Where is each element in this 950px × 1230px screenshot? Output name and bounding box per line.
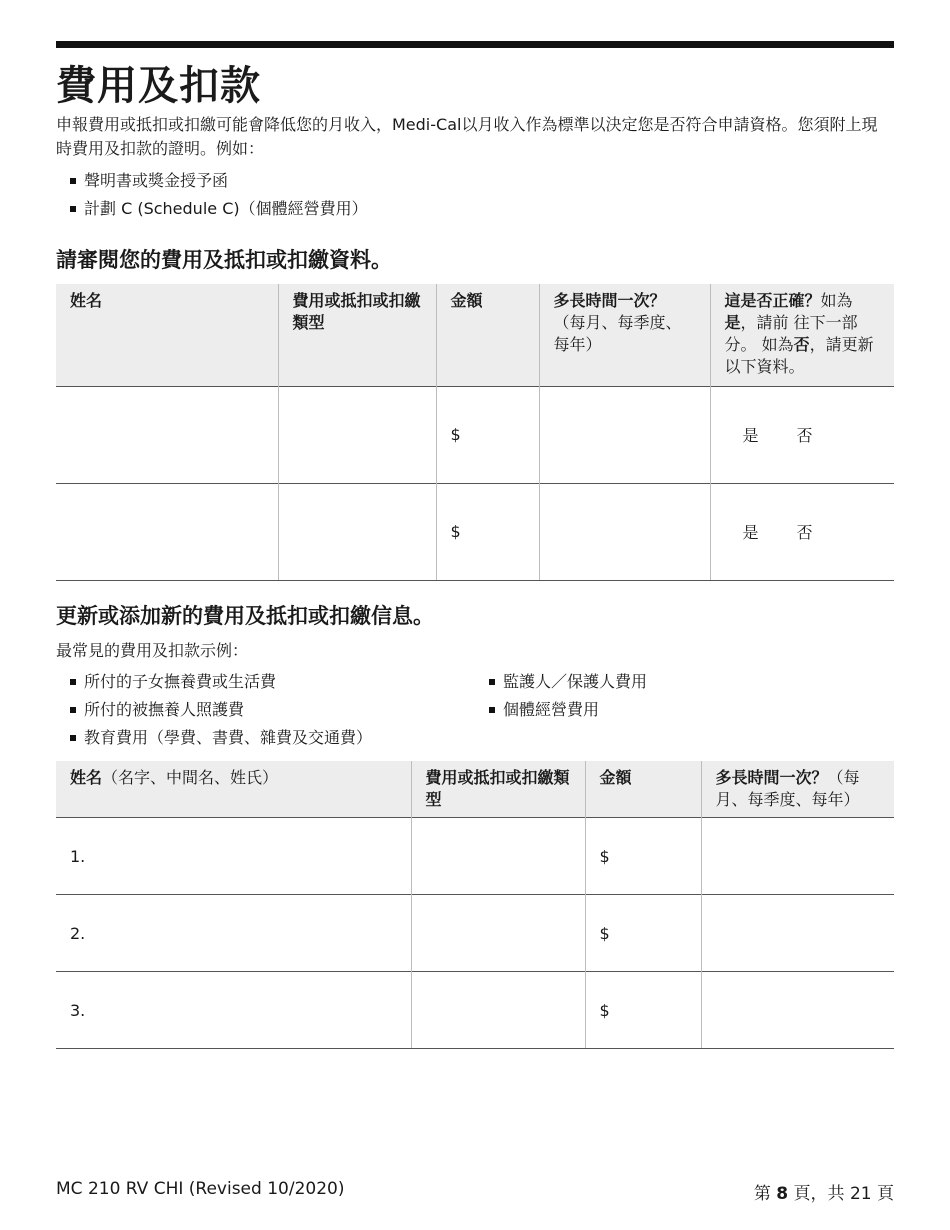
review-table <box>56 284 894 581</box>
list-item: 監護人／保護人費用 <box>489 668 647 696</box>
intro-paragraph: 申報費用或抵扣或扣繳可能會降低您的月收入，Medi-Cal以月收入作為標準以決定您是否符合申請資格。您須附上現時費用及扣款的證明。例如： <box>56 115 878 158</box>
type-cell[interactable] <box>411 972 585 1049</box>
col-type-header: 費用或抵扣或扣繳類型 <box>411 761 585 818</box>
table-row <box>56 386 894 483</box>
name-cell[interactable] <box>56 483 278 580</box>
col-name-header: 姓名 <box>56 284 278 386</box>
table-header-row <box>56 284 894 386</box>
top-rule <box>56 41 894 48</box>
col-type-header: 費用或抵扣或扣繳類型 <box>278 284 436 386</box>
examples-list-left <box>70 668 372 752</box>
row-number: 3. <box>70 1000 86 1020</box>
list-item: 教育費用（學費、書費、雜費及交通費） <box>70 724 372 752</box>
table-header-row <box>56 761 894 818</box>
row-number: 1. <box>70 846 86 866</box>
form-id: MC 210 RV CHI (Revised 10/2020) <box>56 1179 345 1199</box>
update-section-heading: 更新或添加新的費用及抵扣或扣繳信息。 <box>56 604 434 628</box>
list-item: 所付的子女撫養費或生活費 <box>70 668 372 696</box>
list-item: 計劃 C (Schedule C)（個體經營費用） <box>70 195 368 223</box>
list-item: 個體經營費用 <box>489 696 647 724</box>
proof-examples-list <box>70 167 368 223</box>
row-number: 2. <box>70 923 86 943</box>
type-cell[interactable] <box>411 818 585 895</box>
col-amount-header: 金額 <box>585 761 701 818</box>
frequency-cell[interactable] <box>701 972 894 1049</box>
yes-option[interactable]: 是 <box>742 523 759 542</box>
name-cell[interactable] <box>56 386 278 483</box>
correct-cell <box>710 386 894 483</box>
review-section-heading: 請審閱您的費用及抵扣或扣繳資料。 <box>56 248 392 272</box>
name-cell[interactable] <box>56 818 411 895</box>
table-row <box>56 483 894 580</box>
correct-cell <box>710 483 894 580</box>
page-number: 第 8 頁，共 21 頁 <box>753 1184 894 1204</box>
amount-cell[interactable]: $ <box>585 818 701 895</box>
col-frequency-header: 多長時間一次？ （每月、每季度、每年） <box>539 284 710 386</box>
page-title: 費用及扣款 <box>56 63 261 109</box>
list-item: 所付的被撫養人照護費 <box>70 696 372 724</box>
no-option[interactable]: 否 <box>796 426 813 445</box>
amount-cell[interactable]: $ <box>436 386 539 483</box>
examples-list-right <box>489 668 647 724</box>
name-cell[interactable] <box>56 895 411 972</box>
frequency-cell[interactable] <box>701 818 894 895</box>
no-option[interactable]: 否 <box>796 523 813 542</box>
frequency-cell[interactable] <box>701 895 894 972</box>
examples-lead: 最常見的費用及扣款示例： <box>56 641 249 660</box>
col-frequency-header: 多長時間一次？（每月、每季度、每年） <box>701 761 894 818</box>
col-correct-header: 這是否正確？如為是，請前 往下一部分。 如為否，請更新以下資料。 <box>710 284 894 386</box>
col-amount-header: 金額 <box>436 284 539 386</box>
name-cell[interactable] <box>56 972 411 1049</box>
type-cell[interactable] <box>278 386 436 483</box>
amount-cell[interactable]: $ <box>436 483 539 580</box>
frequency-cell[interactable] <box>539 386 710 483</box>
col-name-header: 姓名（名字、中間名、姓氏） <box>56 761 411 818</box>
amount-cell[interactable]: $ <box>585 972 701 1049</box>
frequency-cell[interactable] <box>539 483 710 580</box>
table-row <box>56 818 894 895</box>
type-cell[interactable] <box>411 895 585 972</box>
update-table <box>56 761 894 1049</box>
type-cell[interactable] <box>278 483 436 580</box>
table-row <box>56 895 894 972</box>
yes-option[interactable]: 是 <box>742 426 759 445</box>
table-row <box>56 972 894 1049</box>
amount-cell[interactable]: $ <box>585 895 701 972</box>
list-item: 聲明書或獎金授予函 <box>70 167 368 195</box>
